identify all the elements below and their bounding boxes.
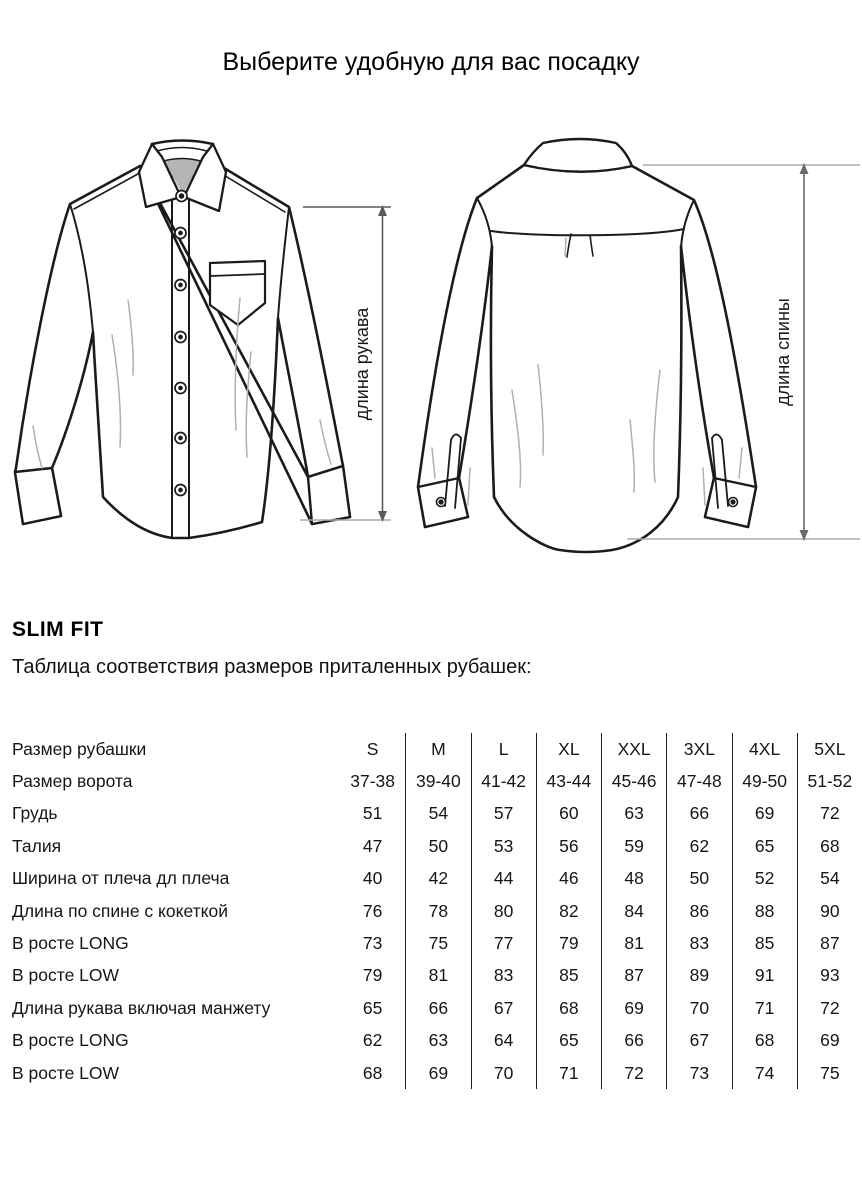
size-value-cell: 89: [666, 960, 731, 992]
size-value-cell: 50: [405, 830, 470, 862]
size-value-cell: 67: [666, 1025, 731, 1057]
size-value-cell: 66: [405, 992, 470, 1024]
row-label: Размер рубашки: [12, 738, 147, 759]
fit-name-heading: SLIM FIT: [12, 618, 104, 641]
size-table: [0, 733, 862, 1089]
size-value-cell: 54: [797, 863, 862, 895]
size-value-cell: 77: [471, 927, 536, 959]
size-value-cell: 88: [732, 895, 797, 927]
row-label: Грудь: [12, 803, 58, 824]
size-value-cell: XL: [536, 733, 601, 765]
size-value-cell: 65: [732, 830, 797, 862]
size-value-cell: 85: [732, 927, 797, 959]
back-shirt-drawing: [418, 139, 756, 552]
size-value-cell: 53: [471, 830, 536, 862]
size-value-cell: 48: [601, 863, 666, 895]
table-row: [0, 992, 862, 1024]
size-value-cell: 71: [732, 992, 797, 1024]
table-row: [0, 798, 862, 830]
size-value-cell: 59: [601, 830, 666, 862]
size-value-cell: 39-40: [405, 765, 470, 797]
size-value-cell: S: [366, 738, 379, 759]
size-value-cell: 87: [797, 927, 862, 959]
size-value-cell: 85: [536, 960, 601, 992]
size-value-cell: 68: [362, 1062, 383, 1083]
size-value-cell: 49-50: [732, 765, 797, 797]
table-row: [0, 927, 862, 959]
size-value-cell: 91: [732, 960, 797, 992]
table-row: [0, 960, 862, 992]
size-value-cell: 72: [797, 798, 862, 830]
table-caption: Таблица соответствия размеров приталенных рубашек:: [12, 656, 532, 678]
size-value-cell: 51-52: [797, 765, 862, 797]
row-label: Длина по спине с кокеткой: [12, 900, 229, 921]
row-label: Размер ворота: [12, 771, 133, 792]
size-value-cell: 68: [797, 830, 862, 862]
row-label: В росте LONG: [12, 1030, 129, 1051]
size-value-cell: 66: [666, 798, 731, 830]
size-value-cell: 60: [536, 798, 601, 830]
size-value-cell: 63: [405, 1025, 470, 1057]
size-value-cell: 81: [405, 960, 470, 992]
size-value-cell: 62: [666, 830, 731, 862]
size-value-cell: 44: [471, 863, 536, 895]
size-value-cell: 5XL: [797, 733, 862, 765]
size-value-cell: 74: [732, 1057, 797, 1089]
front-shirt-drawing: [15, 141, 350, 539]
size-value-cell: 66: [601, 1025, 666, 1057]
table-row: [0, 895, 862, 927]
size-value-cell: 45-46: [601, 765, 666, 797]
size-value-cell: 83: [471, 960, 536, 992]
table-row: [0, 1057, 862, 1089]
size-value-cell: 70: [666, 992, 731, 1024]
size-value-cell: 83: [666, 927, 731, 959]
size-value-cell: 63: [601, 798, 666, 830]
size-value-cell: 76: [362, 900, 383, 921]
size-value-cell: 78: [405, 895, 470, 927]
size-value-cell: 4XL: [732, 733, 797, 765]
row-label: Ширина от плеча дл плеча: [12, 868, 230, 889]
size-value-cell: 50: [666, 863, 731, 895]
size-value-cell: 69: [601, 992, 666, 1024]
row-label: В росте LOW: [12, 1062, 120, 1083]
size-value-cell: 72: [797, 992, 862, 1024]
size-value-cell: 65: [362, 997, 383, 1018]
size-value-cell: 47: [362, 835, 383, 856]
row-label: Длина рукава включая манжету: [12, 997, 271, 1018]
table-row: [0, 765, 862, 797]
size-value-cell: 65: [536, 1025, 601, 1057]
size-value-cell: 68: [536, 992, 601, 1024]
size-value-cell: 64: [471, 1025, 536, 1057]
row-label: Талия: [12, 835, 62, 856]
table-row: [0, 733, 862, 765]
size-value-cell: 93: [797, 960, 862, 992]
size-value-cell: 87: [601, 960, 666, 992]
size-value-cell: 47-48: [666, 765, 731, 797]
row-label: В росте LONG: [12, 933, 129, 954]
size-value-cell: 90: [797, 895, 862, 927]
table-row: [0, 830, 862, 862]
size-value-cell: 69: [797, 1025, 862, 1057]
size-value-cell: 79: [536, 927, 601, 959]
size-value-cell: 62: [362, 1030, 383, 1051]
size-value-cell: 81: [601, 927, 666, 959]
size-value-cell: 3XL: [666, 733, 731, 765]
size-value-cell: 51: [362, 803, 383, 824]
size-value-cell: 70: [471, 1057, 536, 1089]
size-value-cell: 72: [601, 1057, 666, 1089]
size-value-cell: 73: [362, 933, 383, 954]
size-value-cell: 69: [405, 1057, 470, 1089]
size-value-cell: 42: [405, 863, 470, 895]
size-value-cell: 52: [732, 863, 797, 895]
size-value-cell: 46: [536, 863, 601, 895]
size-value-cell: 43-44: [536, 765, 601, 797]
size-value-cell: 84: [601, 895, 666, 927]
shirt-diagram-svg: [0, 120, 862, 590]
row-label: В росте LOW: [12, 965, 120, 986]
size-value-cell: 41-42: [471, 765, 536, 797]
size-value-cell: L: [471, 733, 536, 765]
size-value-cell: 82: [536, 895, 601, 927]
size-diagram: [0, 120, 862, 590]
front-collar: [139, 141, 226, 212]
size-value-cell: 57: [471, 798, 536, 830]
size-value-cell: 80: [471, 895, 536, 927]
page-title: Выберите удобную для вас посадку: [222, 48, 640, 76]
table-row: [0, 863, 862, 895]
size-value-cell: 37-38: [350, 771, 395, 792]
size-value-cell: M: [405, 733, 470, 765]
size-value-cell: 75: [405, 927, 470, 959]
size-value-cell: 69: [732, 798, 797, 830]
sleeve-length-label: длина рукава: [352, 307, 372, 421]
size-value-cell: 56: [536, 830, 601, 862]
size-value-cell: 67: [471, 992, 536, 1024]
back-length-label: длина спины: [773, 298, 793, 406]
size-value-cell: 75: [797, 1057, 862, 1089]
size-value-cell: 54: [405, 798, 470, 830]
size-value-cell: XXL: [601, 733, 666, 765]
size-value-cell: 79: [362, 965, 383, 986]
table-row: [0, 1025, 862, 1057]
size-value-cell: 86: [666, 895, 731, 927]
size-value-cell: 40: [362, 868, 383, 889]
size-value-cell: 73: [666, 1057, 731, 1089]
size-value-cell: 68: [732, 1025, 797, 1057]
size-value-cell: 71: [536, 1057, 601, 1089]
